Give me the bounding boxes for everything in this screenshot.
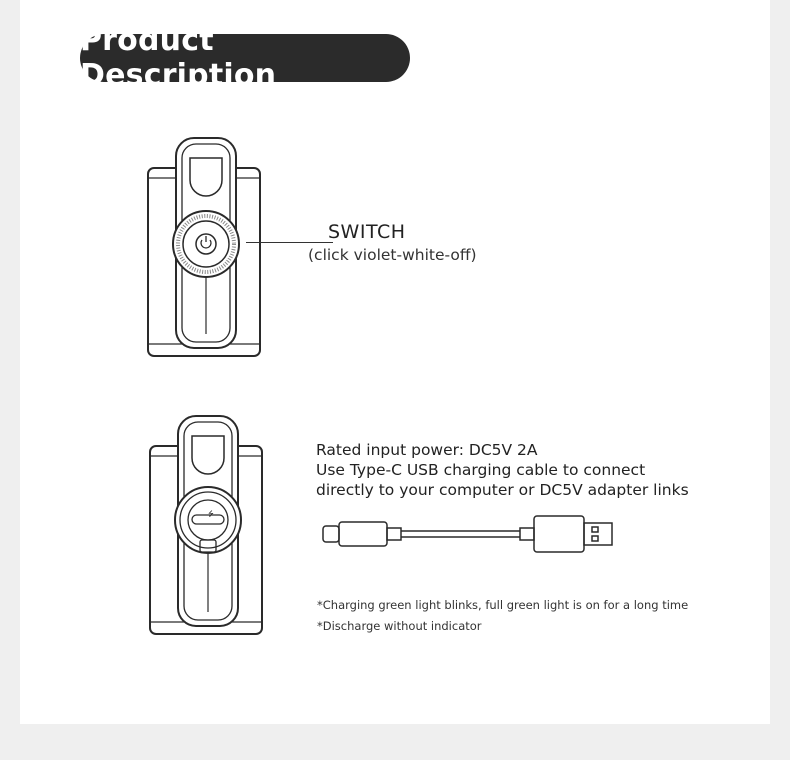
switch-sublabel: (click violet-white-off) — [308, 246, 477, 264]
usb-icon: ⭍ — [208, 510, 214, 518]
switch-leader-line — [246, 242, 333, 243]
charging-info — [316, 440, 689, 500]
charging-note: *Charging green light blinks, full green light is on for a long time — [317, 598, 689, 612]
rated-input-line: Rated input power: DC5V 2A — [316, 441, 538, 459]
product-description-card — [20, 0, 770, 724]
usb-c-cable-icon — [320, 512, 620, 560]
usage-line-2: directly to your computer or DC5V adapter links — [316, 481, 689, 499]
device-usb-port-illustration — [148, 414, 268, 640]
device-front-switch-illustration — [146, 136, 266, 362]
section-title: Product Description — [80, 34, 410, 82]
switch-label: SWITCH — [328, 221, 406, 243]
usage-line: Use Type-C USB charging cable to connect — [316, 461, 646, 479]
discharge-note: *Discharge without indicator — [317, 619, 482, 633]
